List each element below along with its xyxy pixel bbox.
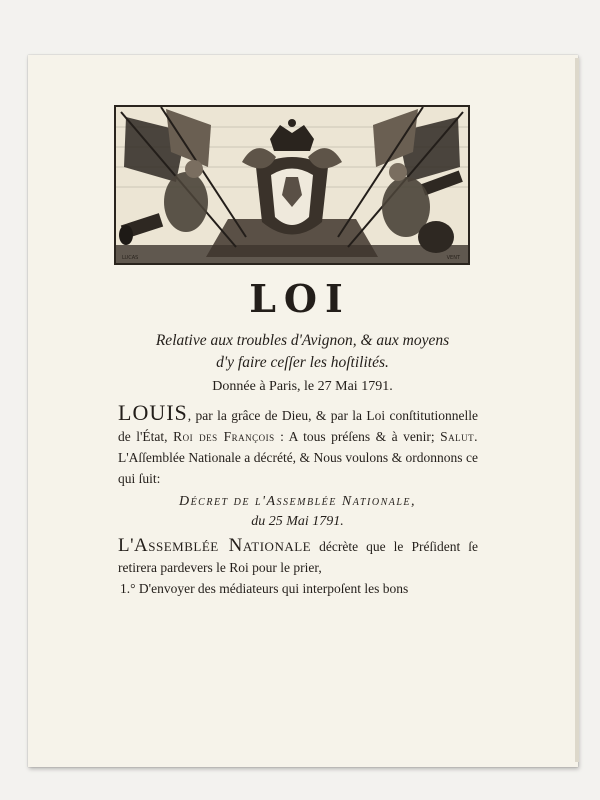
proclamation-text-a: , par la grâce de Dieu, & par la Loi conſtitutionnelle de l'État, [118, 408, 478, 444]
decree-heading-line-1: Décret de l'Assemblée Nationale, [178, 494, 417, 509]
decree-paragraph-text: décrète que le Préſident ſe retirera pardevers le Roi pour le prier, [118, 539, 478, 575]
subtitle-line-2: d'y faire ceſſer les hoſtilités. [216, 354, 389, 371]
decree-heading-line-2: du 25 Mai 1791. [251, 514, 344, 529]
paragraph-dropcap: LOUIS [118, 400, 188, 425]
issue-date: Donnée à Paris, le 27 Mai 1791. [212, 379, 393, 394]
royal-arms-vignette [114, 105, 470, 265]
king-title: Roi des François [173, 429, 275, 444]
assembly-dropcap: L'Assemblée Nationale [118, 535, 312, 556]
paper-edge [575, 58, 579, 762]
decree-heading [110, 492, 485, 532]
engraver-signature-right: VENT [446, 255, 460, 261]
document-subtitle [110, 330, 495, 374]
salut-word: Salut. [440, 429, 478, 444]
proclamation-paragraph [118, 402, 478, 489]
proclamation-text-c: L'Aſſemblée Nationale a décrété, & Nous voulons & ordonnons ce qui ſuit: [118, 450, 478, 486]
vignette-engraving [116, 107, 468, 263]
subtitle-line-1: Relative aux troubles d'Avignon, & aux moyens [155, 332, 450, 349]
decree-paragraph [118, 535, 478, 578]
document-title: LOI [249, 276, 351, 321]
article-one: 1.° D'envoyer des médiateurs qui interpoſent les bons [120, 581, 409, 596]
proclamation-text-b: : A tous préſens & à venir; [274, 429, 441, 444]
engraver-signature-left: LUCAS [122, 255, 139, 261]
